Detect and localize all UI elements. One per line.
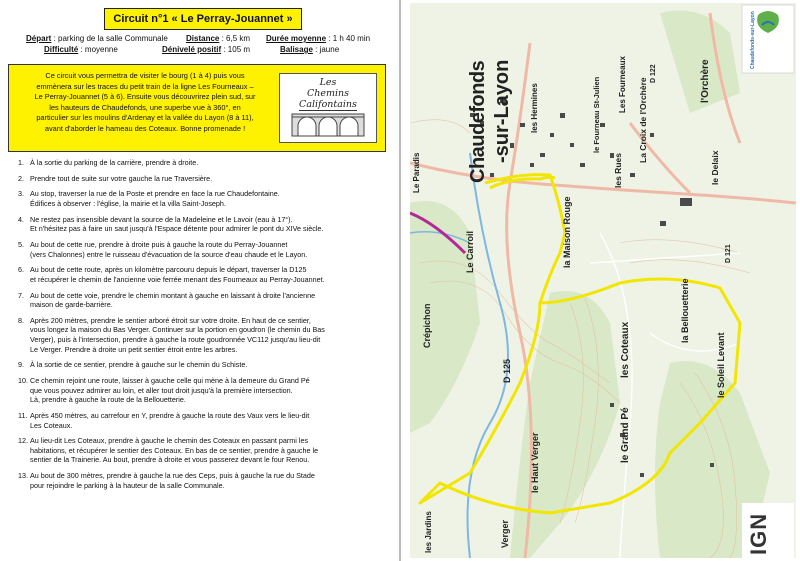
map-label: Verger bbox=[500, 519, 510, 548]
step-text: pour rejoindre le parking à la hauteur de la salle Communale. bbox=[30, 480, 225, 490]
step-text: À la sortie de ce sentier, prendre à gauche sur le chemin du Schiste. bbox=[30, 360, 248, 370]
map-label: les Jardins bbox=[424, 511, 433, 553]
ign-logo: IGN bbox=[746, 512, 771, 555]
step-text: que vous pouvez admirer au loin, et aller tout droit jusqu'à la première intersection. bbox=[30, 385, 293, 395]
step-text: habitations, et récupérer le sentier des Coteaux. En bas de ce sentier, prendre à gauche le bbox=[30, 445, 319, 455]
map-label: le Delaix bbox=[710, 150, 720, 185]
chemins-califontains-logo: Les Chemins Califontains bbox=[279, 73, 377, 143]
step-text: vous longez la maison du Bas Verger. Continuer sur la portion en goudron (le chemin du Bas bbox=[30, 325, 325, 335]
circuit-description-page bbox=[0, 0, 399, 561]
step-number: 10. bbox=[18, 376, 28, 386]
step-text: Ce chemin rejoint une route, laisser à gauche celle qui mène à la demeure du Grand Pé bbox=[30, 376, 310, 386]
intro-text: Ce circuit vous permettra de visiter le bourg (1 à 4) puis vous emmènera sur les traces du petit train de la ligne Les Fourneaux – Le Perray-Jouannet (5 à 6). Ensuite vous découvrirez plein sud, sur les hauteurs de Chaudefonds, une superbe vue à 360°, en particulier sur les moulins d'Ardenay et la vallée du Layon (8 à 11), avant d'aborder le hameau des Coteaux. Bonne promenade ! bbox=[34, 71, 256, 133]
step-text: Après 450 mètres, au carrefour en Y, prendre à gauche la route des Vaux vers le lieu-dit bbox=[30, 411, 310, 420]
step-text: sentier de la Trainerie. Au bout, prendre à droite et vous passerez devant le four Renou. bbox=[30, 455, 310, 465]
step-number: 13. bbox=[18, 471, 28, 481]
step-number: 9. bbox=[18, 360, 24, 370]
map-label: les Rues bbox=[613, 153, 623, 188]
duree-info: Durée moyenne : 1 h 40 min bbox=[266, 34, 371, 43]
step-text: À la sortie du parking de la carrière, prendre à droite. bbox=[30, 158, 199, 167]
map-label: la Maison Rouge bbox=[562, 196, 572, 268]
depart-info: Départ : parking de la salle Communale bbox=[26, 34, 168, 43]
map-label: le Grand Pé bbox=[620, 407, 631, 463]
step-text: Au bout de 300 mètres, prendre à gauche la rue des Ceps, puis à gauche la rue du Stade bbox=[30, 471, 315, 481]
step-text: Là, prendre à gauche la route de la Bellouetterie. bbox=[30, 395, 186, 405]
page-divider bbox=[399, 0, 401, 561]
step-text: Prendre tout de suite sur votre gauche la rue Traversière. bbox=[30, 173, 213, 183]
step-text: Au stop, traverser la rue de la Poste et prendre en face la rue Chaudefontaine. bbox=[30, 189, 280, 199]
step-number: 8. bbox=[18, 315, 24, 325]
map-label: D 122 bbox=[650, 64, 657, 83]
intro-box bbox=[8, 64, 386, 152]
map-label: Le Carroil bbox=[465, 230, 475, 273]
town-label: Chaudefonds bbox=[467, 60, 489, 183]
distance-info: Distance : 6,5 km bbox=[186, 34, 251, 43]
step-text: Au bout de cette rue, prendre à droite puis à gauche la route du Perray-Jouannet bbox=[30, 240, 288, 249]
step-text: maison de garde-barrière. bbox=[30, 300, 113, 310]
step-number: 7. bbox=[18, 290, 24, 300]
step-number: 1. bbox=[18, 158, 24, 167]
denivele-info: Dénivelé positif : 105 m bbox=[162, 45, 251, 54]
step-text: (vers Chalonnes) entre le ruisseau d'évacuation de la source d'eau chaude et le Layon. bbox=[30, 249, 308, 259]
town-label-2: -sur-Layon bbox=[491, 59, 513, 163]
step-number: 2. bbox=[18, 173, 24, 183]
step-text: Les Coteaux. bbox=[30, 420, 73, 430]
map-label: l'Orchère bbox=[700, 59, 711, 103]
map-label: la Bellouetterie bbox=[680, 278, 690, 343]
map-label: les Coteaux bbox=[620, 321, 631, 378]
map-label: D 125 bbox=[502, 358, 512, 383]
step-number: 5. bbox=[18, 240, 24, 249]
step-text: Le Verger. Prendre à droite un petit sentier étroit entre les arbres. bbox=[30, 344, 238, 354]
map-label: Les Fourneaux bbox=[618, 56, 627, 113]
difficulte-info: Difficulté : moyenne bbox=[44, 45, 118, 54]
map-label: Crépichon bbox=[422, 303, 432, 348]
bridge-icon bbox=[290, 112, 366, 138]
step-text: Après 200 mètres, prendre le sentier arboré étroit sur votre droite. En haut de ce sentier, bbox=[30, 315, 311, 325]
corner-logo-text: Chaudefonds-sur-Layon bbox=[750, 11, 756, 69]
step-number: 12. bbox=[18, 436, 28, 446]
step-text: et récupérer le chemin de l'ancienne voie ferrée menant des Fourneaux au Perray-Jouannet. bbox=[30, 274, 325, 284]
step-text: Au lieu-dit Les Coteaux, prendre à gauche le chemin des Coteaux en passant parmi les bbox=[30, 436, 309, 446]
step-text: Au bout de cette voie, prendre le chemin montant à gauche en laissant à droite l'ancienne bbox=[30, 290, 316, 300]
step-number: 4. bbox=[18, 214, 24, 224]
step-text: Au bout de cette route, après un kilomètre parcouru depuis le départ, traverser la D125 bbox=[30, 265, 307, 275]
map-label: le Haut Verger bbox=[530, 432, 540, 493]
step-text: Et n'hésitez pas à faire un saut jusqu'à l'Espace détente pour admirer le pont du XIVe siècle. bbox=[30, 224, 324, 234]
map-label: Le Paradis bbox=[412, 152, 421, 193]
balisage-info: Balisage : jaune bbox=[280, 45, 340, 54]
map-label: D 121 bbox=[725, 244, 732, 263]
step-text: Verger), puis à l'intersection, prendre à gauche la route goudronnée VC112 jusqu'au lieu-dit bbox=[30, 335, 321, 345]
step-number: 6. bbox=[18, 265, 24, 275]
map-label: le Fourneau St-Julien bbox=[592, 76, 601, 153]
step-text: Édifices à observer : l'église, la mairie et la villa Saint-Joseph. bbox=[30, 198, 226, 208]
step-number: 3. bbox=[18, 189, 24, 199]
step-number: 11. bbox=[18, 411, 28, 420]
page-title: Circuit n°1 « Le Perray-Jouannet » bbox=[104, 8, 302, 30]
step-text: Ne restez pas insensible devant la source de la Madeleine et le Lavoir (eau à 17°). bbox=[30, 214, 293, 224]
map-label: La Croix de l'Orchère bbox=[638, 77, 648, 163]
route-map bbox=[410, 3, 796, 558]
map-label: le Soleil Levant bbox=[716, 332, 726, 398]
map-label: les Hermines bbox=[530, 83, 539, 133]
